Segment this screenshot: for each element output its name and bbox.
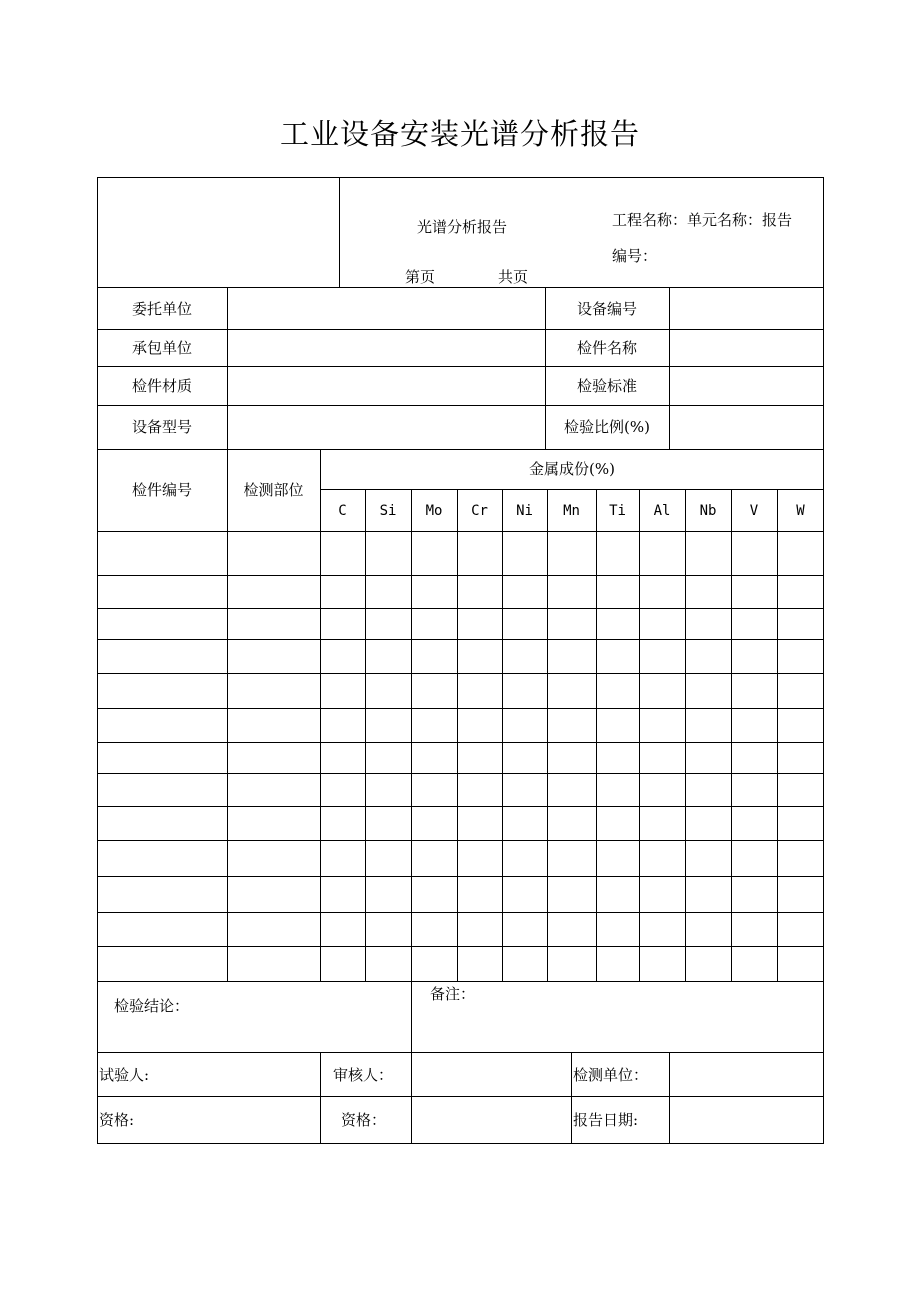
total-pages-label: 共页 (498, 268, 529, 286)
tester-label: 试验人: (99, 1066, 150, 1084)
col-divider (777, 489, 778, 981)
report-number-label: 编号： (612, 247, 658, 265)
inspection-ratio-label: 检验比例(%) (564, 418, 650, 436)
row-divider (97, 531, 824, 532)
element-header-mo: Mo (425, 503, 443, 519)
row-divider (97, 708, 824, 709)
col-divider (457, 489, 458, 981)
element-header-w: W (796, 503, 805, 519)
row-divider (97, 946, 824, 947)
part-name-label: 检件名称 (576, 339, 637, 357)
metal-composition-header: 金属成份(%) (529, 460, 615, 478)
col-divider (227, 287, 228, 981)
col-divider (339, 177, 340, 287)
testing-unit-label: 检测单位： (573, 1066, 649, 1084)
col-divider (669, 1052, 670, 1144)
element-header-mn: Mn (563, 503, 580, 519)
reviewer-label: 审核人： (333, 1066, 394, 1084)
part-material-label: 检件材质 (131, 377, 192, 395)
row-divider (97, 673, 824, 674)
row-divider (97, 575, 824, 576)
row-divider (97, 806, 824, 807)
row-divider (97, 449, 824, 450)
element-header-ti: Ti (609, 503, 626, 519)
row-divider (97, 1052, 824, 1053)
element-header-ni: Ni (516, 503, 533, 519)
report-label: 光谱分析报告 (417, 218, 508, 236)
location-header: 检测部位 (243, 481, 304, 499)
col-divider (669, 287, 670, 449)
element-header-cr: Cr (471, 503, 488, 519)
row-divider (97, 608, 824, 609)
equipment-model-label: 设备型号 (131, 418, 192, 436)
col-divider (320, 1052, 321, 1144)
element-header-al: Al (653, 503, 671, 519)
col-divider (731, 489, 732, 981)
commission-unit-label: 委托单位 (131, 300, 192, 318)
col-divider (639, 489, 640, 981)
equipment-no-label: 设备编号 (576, 300, 637, 318)
page-title: 工业设备安装光谱分析报告 (279, 117, 640, 151)
row-divider (97, 840, 824, 841)
inspection-standard-label: 检验标准 (576, 377, 637, 395)
project-line: 工程名称：单元名称：报告 (612, 211, 793, 229)
row-divider (320, 489, 824, 490)
col-divider (547, 489, 548, 981)
row-divider (97, 366, 824, 367)
part-no-header: 检件编号 (131, 481, 192, 499)
report-date-label: 报告日期: (573, 1111, 639, 1129)
element-header-nb: Nb (699, 503, 717, 519)
element-header-c: C (338, 503, 347, 519)
reviewer-qualification-label: 资格： (341, 1111, 387, 1129)
col-divider (571, 1052, 572, 1144)
col-divider (320, 449, 321, 981)
col-divider (365, 489, 366, 981)
element-header-si: Si (379, 503, 397, 519)
row-divider (97, 639, 824, 640)
conclusion-label: 检验结论： (114, 997, 190, 1015)
row-divider (97, 981, 824, 982)
row-divider (97, 912, 824, 913)
row-divider (97, 773, 824, 774)
row-divider (97, 876, 824, 877)
col-divider (411, 981, 412, 1144)
element-header-v: V (749, 503, 759, 519)
remark-label: 备注： (430, 985, 476, 1003)
row-divider (97, 742, 824, 743)
qualification-label: 资格: (99, 1111, 135, 1129)
contractor-unit-label: 承包单位 (131, 339, 192, 357)
col-divider (685, 489, 686, 981)
col-divider (411, 489, 412, 981)
row-divider (97, 1096, 824, 1097)
page-number-label: 第页 (405, 268, 436, 286)
row-divider (97, 405, 824, 406)
col-divider (502, 489, 503, 981)
col-divider (596, 489, 597, 981)
row-divider (97, 287, 824, 288)
row-divider (97, 329, 824, 330)
